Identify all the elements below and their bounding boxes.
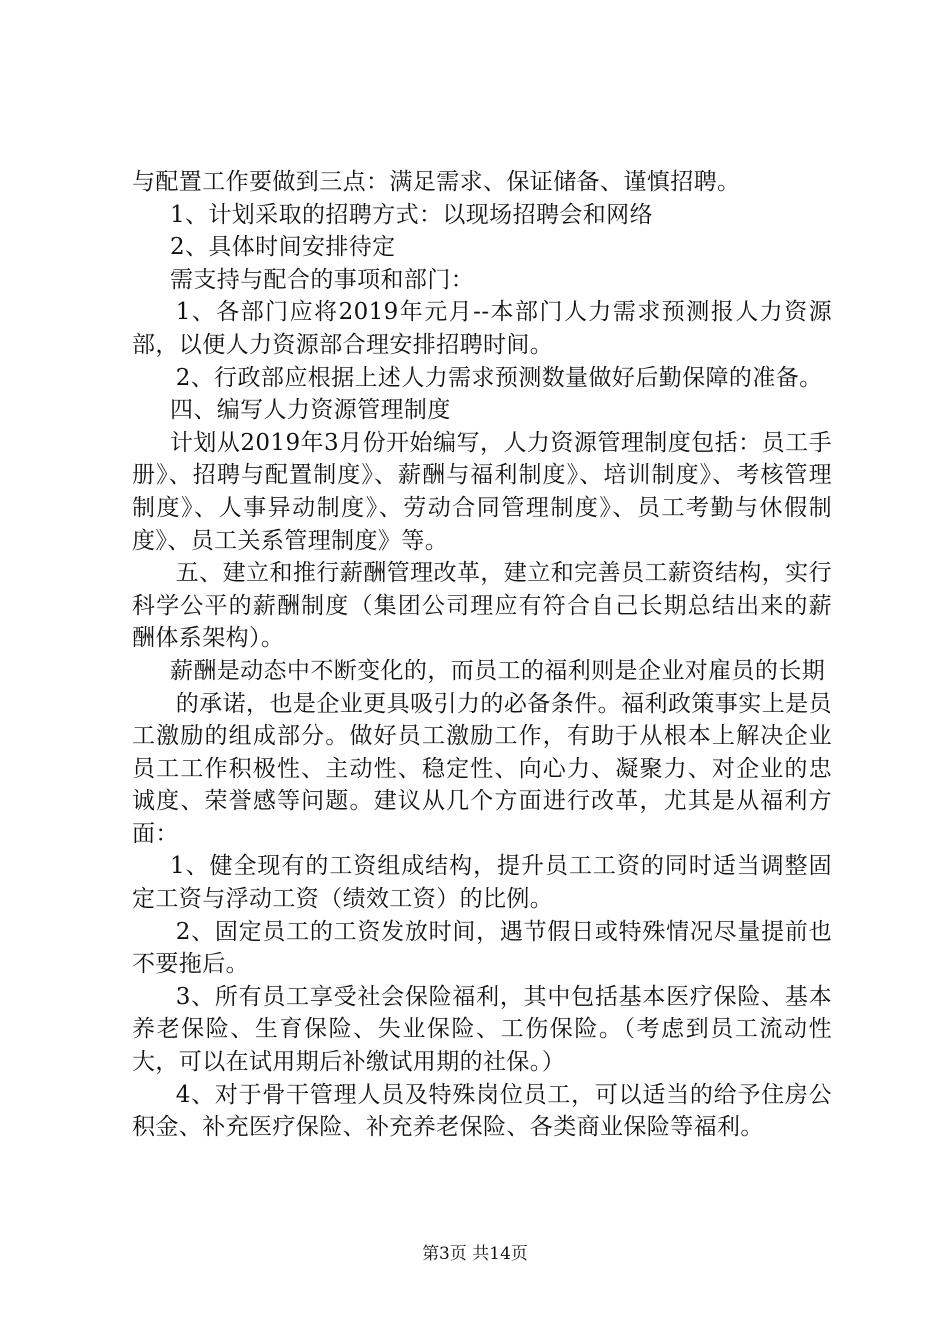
paragraph: 1、各部门应将2019年元月--本部门人力需求预测报人力资源部，以便人力资源部合理安排招聘时间。 xyxy=(132,299,832,358)
page-number-footer: 第3页 共14页 xyxy=(422,1244,528,1264)
paragraph: 2、固定员工的工资发放时间，遇节假日或特殊情况尽量提前也不要拖后。 xyxy=(132,918,832,978)
paragraph: 计划从2019年3月份开始编写，人力资源管理制度包括：员工手册》、招聘与配置制度》、薪酬与福利制度》、培训制度》、考核管理制度》、人事异动制度》、劳动合同管理制度》、员工考勤与休假制度》、员工关系管理制度》等。 xyxy=(132,429,832,554)
section-heading: 五、建立和推行薪酬管理改革，建立和完善员工薪资结构，实行科学公平的薪酬制度（集团公司理应有符合自己长期总结出来的薪酬体系架构）。 xyxy=(132,560,832,652)
paragraph: 2、行政部应根据上述人力需求预测数量做好后勤保障的准备。 xyxy=(175,364,823,391)
paragraph: 4、对于骨干管理人员及特殊岗位员工，可以适当的给予住房公积金、补充医疗保险、补充养老保险、各类商业保险等福利。 xyxy=(132,1081,832,1141)
section-heading: 四、编写人力资源管理制度 xyxy=(169,397,451,424)
paragraph: 与配置工作要做到三点：满足需求、保证储备、谨慎招聘。 xyxy=(132,169,741,195)
paragraph: 1、计划采取的招聘方式：以现场招聘会和网络 xyxy=(169,201,653,228)
paragraph: 需支持与配合的事项和部门： xyxy=(169,266,475,293)
paragraph: 3、所有员工享受社会保险福利，其中包括基本医疗保险、基本养老保险、生育保险、失业保险、工伤保险。（考虑到员工流动性大，可以在试用期后补缴试用期的社保。） xyxy=(132,983,832,1076)
paragraph: 2、具体时间安排待定 xyxy=(169,234,396,261)
body-text xyxy=(132,166,832,1144)
paragraph: 1、健全现有的工资组成结构，提升员工工资的同时适当调整固定工资与浮动工资（绩效工资）的比例。 xyxy=(132,853,832,913)
paragraph: 薪酬是动态中不断变化的，而员工的福利则是企业对雇员的长期 xyxy=(169,657,826,684)
paragraph: 的承诺，也是企业更具吸引力的必备条件。福利政策事实上是员工激励的组成部分。做好员工激励工作，有助于从根本上解决企业员工工作积极性、主动性、稳定性、向心力、凝聚力、对企业的忠诚度、荣誉感等问题。建议从几个方面进行改革，尤其是从福利方面： xyxy=(132,690,832,847)
